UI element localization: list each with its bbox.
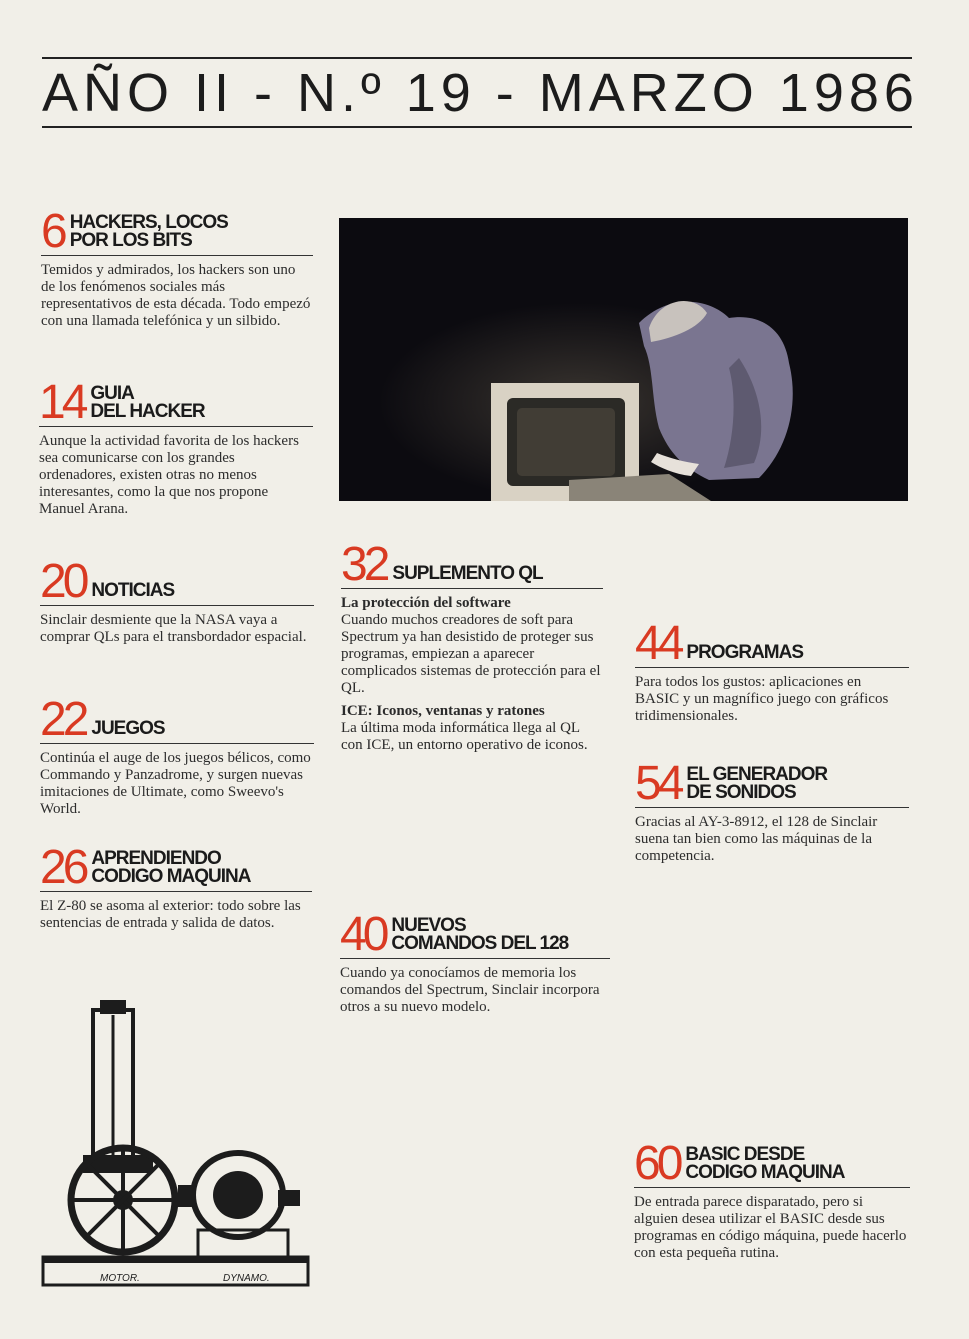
article-comandos-128[interactable]	[340, 908, 610, 1016]
article-title: NUEVOS COMANDOS DEL 128	[391, 915, 569, 954]
page-number: 44	[635, 617, 681, 670]
hacker-illustration	[339, 218, 908, 501]
page-number: 26	[40, 841, 86, 894]
article-title: PROGRAMAS	[686, 642, 804, 663]
article-codigo-maquina[interactable]	[40, 841, 312, 932]
article-header	[635, 757, 909, 810]
page-number: 32	[341, 538, 387, 591]
article-title: GUIA DEL HACKER	[90, 383, 205, 422]
article-summary: Gracias al AY-3-8912, el 128 de Sinclair suena tan bien como las máquinas de la competencia.	[635, 814, 878, 864]
article-header	[40, 555, 314, 608]
article-subtitle: ICE: Iconos, ventanas y ratones	[341, 703, 545, 719]
engine-illustration	[38, 995, 313, 1290]
article-summary: Cuando ya conocíamos de memoria los comandos del Spectrum, Sinclair incorpora otros a su nuevo modelo.	[340, 965, 600, 1015]
article-header	[40, 693, 314, 746]
dynamo-label: DYNAMO.	[223, 1273, 270, 1284]
hacker-photo	[339, 218, 908, 501]
article-basic-codigo-maquina[interactable]	[634, 1137, 910, 1262]
article-header	[41, 205, 313, 258]
article-header	[635, 617, 909, 670]
article-guia-hacker[interactable]	[39, 376, 313, 518]
article-header	[40, 841, 312, 894]
article-juegos[interactable]	[40, 693, 314, 818]
article-generador-sonidos[interactable]	[635, 757, 909, 865]
masthead-bottom-rule	[42, 126, 912, 128]
masthead-top-rule	[42, 57, 912, 59]
article-title: EL GENERADOR DE SONIDOS	[686, 764, 828, 803]
article-summary: Para todos los gustos: aplicaciones en BASIC y un magnífico juego con gráficos tridimensionales.	[635, 674, 889, 724]
issue-masthead: AÑO II - N.º 19 - MARZO 1986	[42, 63, 919, 123]
article-suplemento-ql[interactable]	[341, 538, 603, 754]
article-hackers[interactable]	[41, 205, 313, 330]
article-summary: Sinclair desmiente que la NASA vaya a comprar QLs para el transbordador espacial.	[40, 612, 307, 645]
article-noticias[interactable]	[40, 555, 314, 646]
page-number: 22	[40, 693, 86, 746]
article-title: JUEGOS	[91, 718, 165, 739]
article-header	[634, 1137, 910, 1190]
article-title: SUPLEMENTO QL	[392, 563, 543, 584]
article-summary: Cuando muchos creadores de soft para Spectrum ya han desistido de proteger sus programas, empiezan a aparecer complicados sistemas de protección para el QL.	[341, 612, 601, 696]
article-title: APRENDIENDO CODIGO MAQUINA	[91, 848, 251, 887]
article-header	[341, 538, 603, 591]
article-header	[39, 376, 313, 429]
article-title: HACKERS, LOCOS POR LOS BITS	[69, 212, 228, 251]
article-title: BASIC DESDE CODIGO MAQUINA	[685, 1144, 845, 1183]
page-number: 20	[40, 555, 86, 608]
article-summary: La última moda informática llega al QL con ICE, un entorno operativo de iconos.	[341, 720, 588, 753]
article-summary: De entrada parece disparatado, pero si alguien desea utilizar el BASIC desde sus programas en código máquina, puede hacerlo con esta pequeña rutina.	[634, 1194, 907, 1261]
article-summary: Temidos y admirados, los hackers son uno de los fenómenos sociales más representativos de esta década. Todo empezó con una llamada telefónica y un silbido.	[41, 262, 311, 329]
page-number: 60	[634, 1137, 680, 1190]
article-summary: Aunque la actividad favorita de los hackers sea comunicarse con los grandes ordenadores, existen otras no menos interesantes, como la que nos propone Manuel Arana.	[39, 433, 299, 517]
page-number: 6	[41, 205, 64, 258]
article-title: NOTICIAS	[91, 580, 175, 601]
page-number: 40	[340, 908, 386, 961]
article-summary: Continúa el auge de los juegos bélicos, como Commando y Panzadrome, y surgen nuevas imitaciones de Ultimate, como Sweevo's World.	[40, 750, 311, 817]
article-summary: El Z-80 se asoma al exterior: todo sobre las sentencias de entrada y salida de datos.	[40, 898, 301, 931]
page-number: 14	[39, 376, 85, 429]
article-subtitle: La protección del software	[341, 595, 511, 611]
motor-label: MOTOR.	[100, 1273, 140, 1284]
motor-dynamo-engraving	[38, 995, 313, 1290]
page-number: 54	[635, 757, 681, 810]
article-header	[340, 908, 610, 961]
article-programas[interactable]	[635, 617, 909, 725]
